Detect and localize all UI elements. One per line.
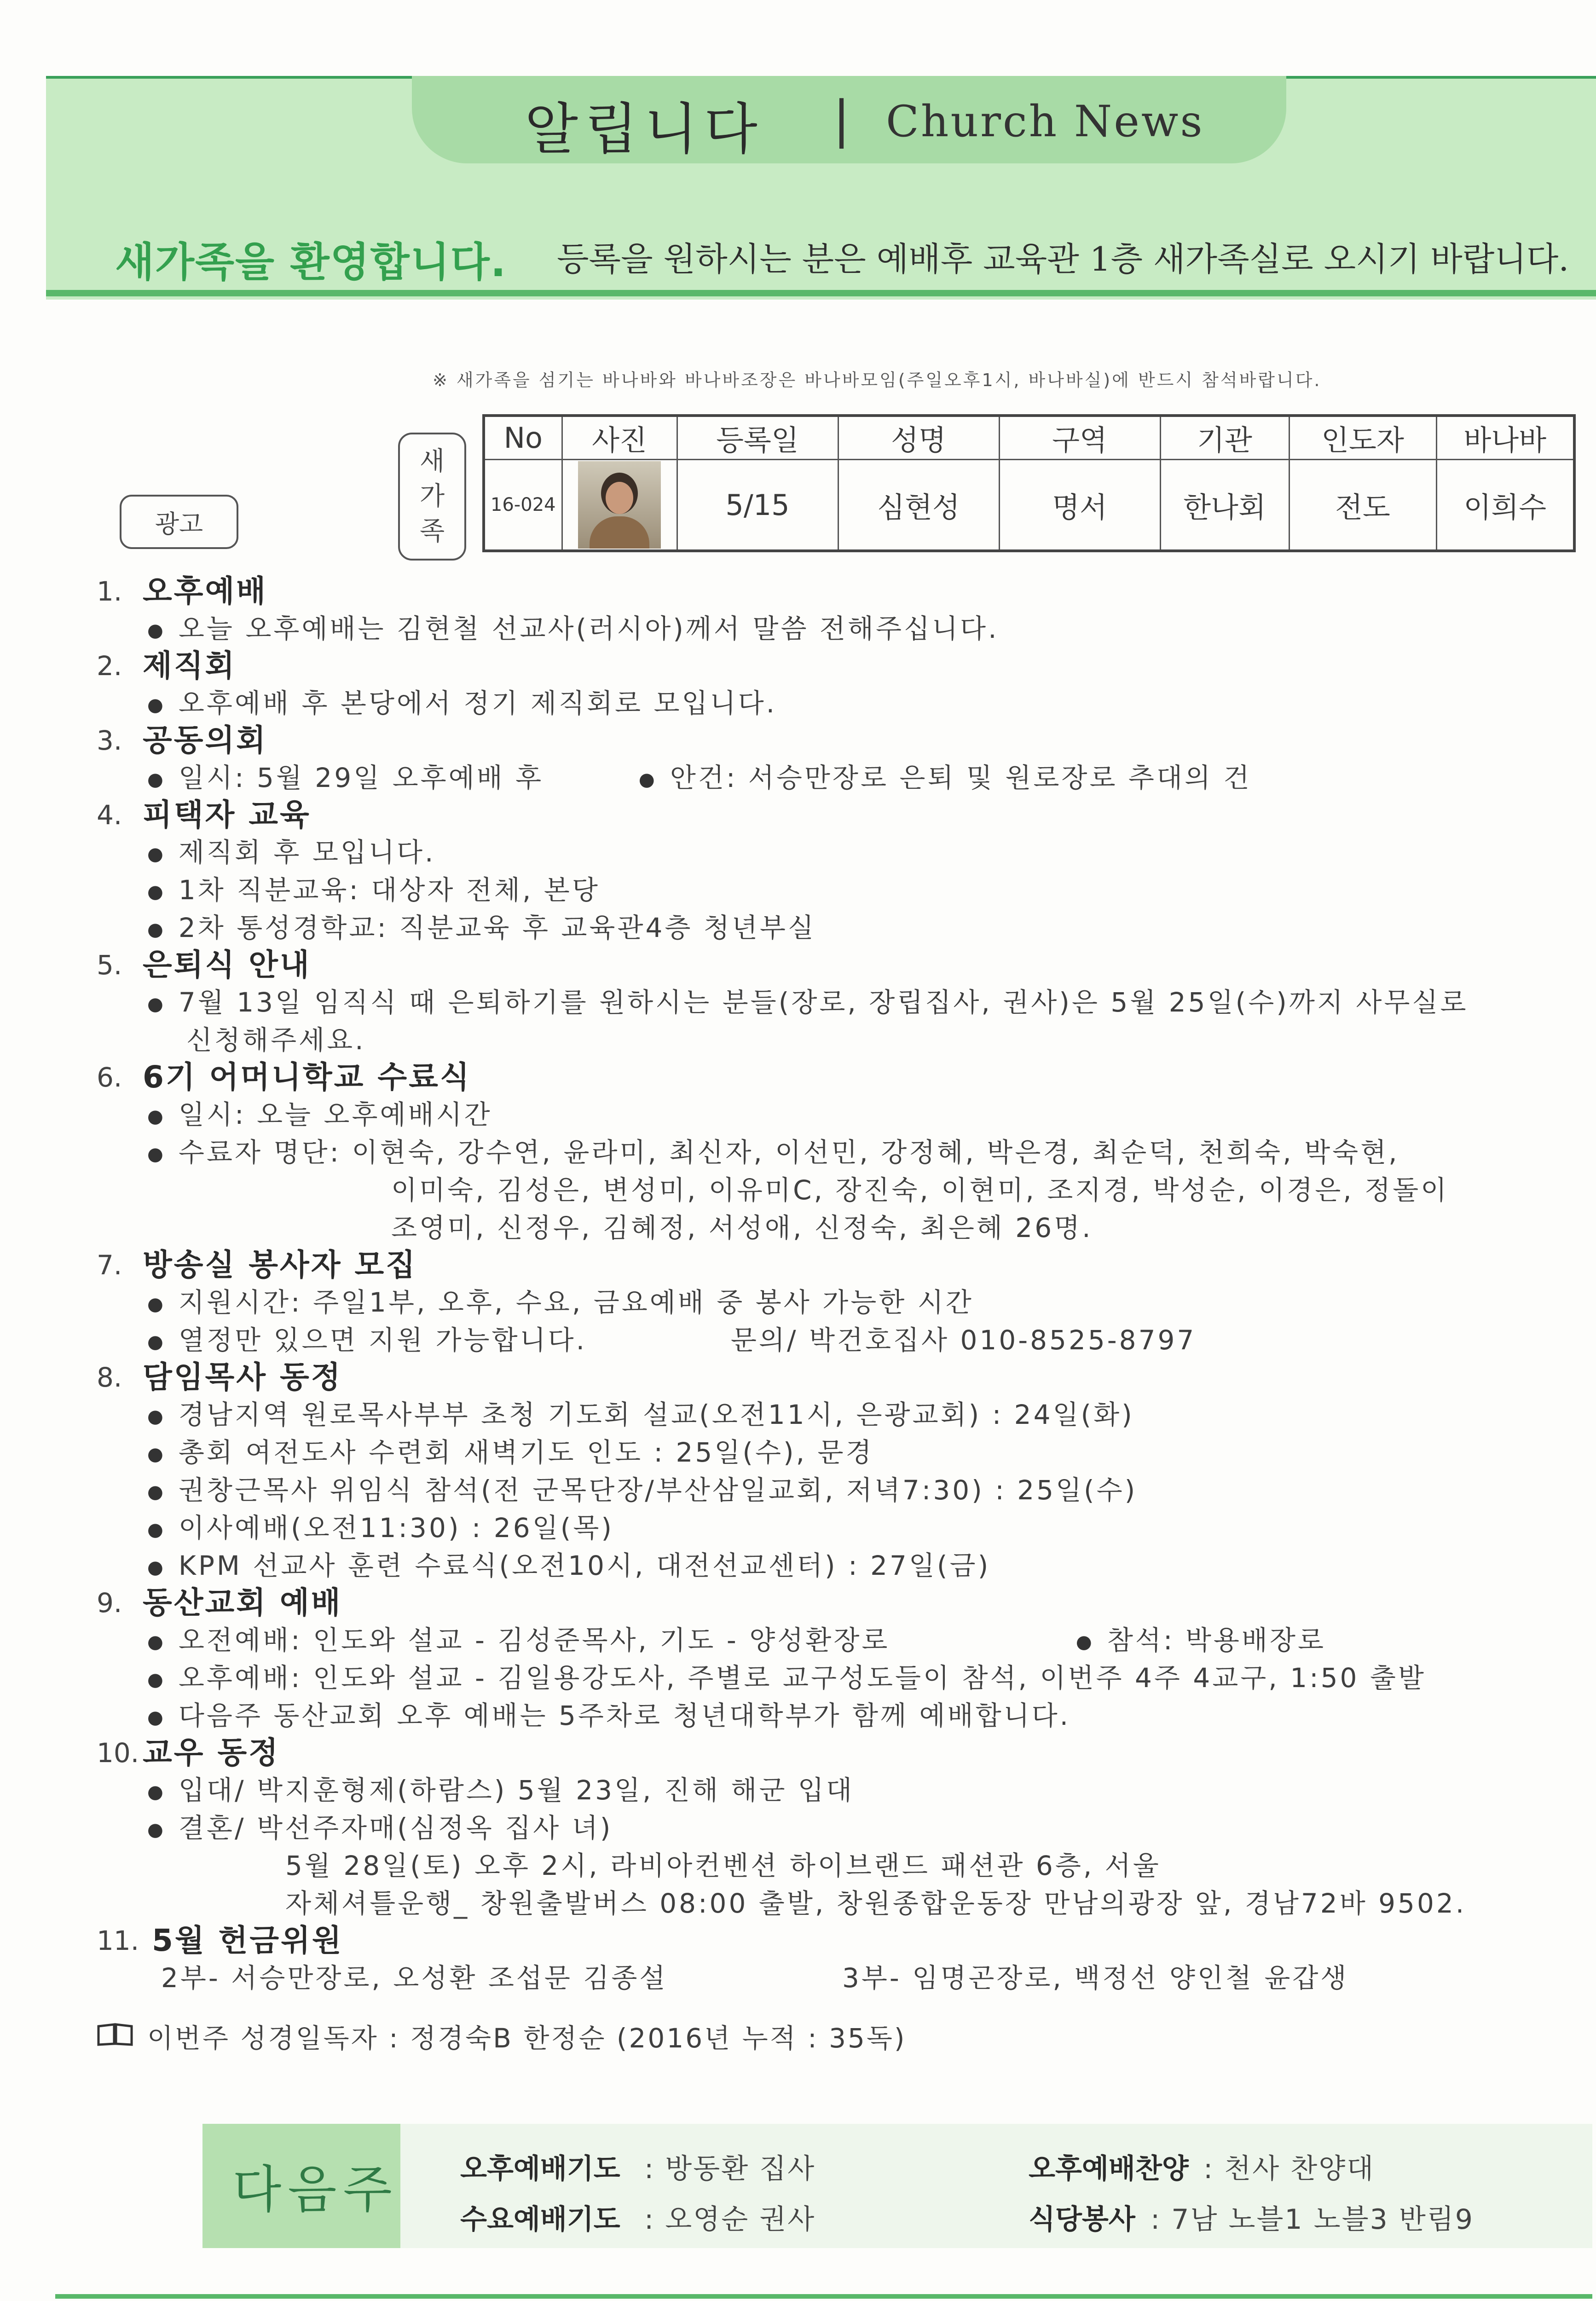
section-line: 오후예배: 인도와 설교 - 김일용강도사, 주별로 교구성도들이 참석, 이번주 4주 4교구, 1:50 출발 xyxy=(178,1662,1426,1694)
title-separator: | xyxy=(833,90,850,149)
section-title: 6기 어머니학교 수료식 xyxy=(143,1059,471,1095)
section-number: 4. xyxy=(97,799,122,831)
column-header: 구역 xyxy=(999,416,1160,460)
next-week-value: : 오영순 권사 xyxy=(644,2203,816,2236)
section-line: KPM 선교사 훈련 수료식(오전10시, 대전선교센터) : 27일(금) xyxy=(178,1550,991,1581)
new-family-label xyxy=(398,433,466,561)
section-title: 담임목사 동정 xyxy=(143,1359,342,1395)
section-title: 은퇴식 안내 xyxy=(143,947,311,983)
section-title: 공동의회 xyxy=(143,723,268,758)
section-number: 1. xyxy=(97,576,122,607)
section-line: 권창근목사 위임식 참석(전 군목단장/부산삼일교회, 저녁7:30) : 25일(수) xyxy=(178,1474,1138,1506)
cell-no: 16-024 xyxy=(484,460,562,551)
contact-line: 문의/ 박건호집사 010-8525-8797 xyxy=(730,1324,1197,1356)
section-line: 참석: 박용배장로 xyxy=(1107,1625,1326,1656)
section-number: 9. xyxy=(97,1587,122,1619)
welcome-text: 등록을 원하시는 분은 예배후 교육관 1층 새가족실로 오시기 바랍니다. xyxy=(557,240,1569,278)
column-header: No xyxy=(484,416,562,460)
cell-photo xyxy=(562,460,677,551)
section-title: 방송실 봉사자 모집 xyxy=(143,1247,417,1283)
section-line: 신청해주세요. xyxy=(186,1024,366,1056)
section-number: 6. xyxy=(97,1062,122,1093)
section-line: 수료자 명단: 이현숙, 강수연, 윤라미, 최신자, 이선민, 강정혜, 박은경, 최순덕, 천희숙, 박숙현, xyxy=(178,1137,1399,1168)
section-number: 5. xyxy=(97,949,122,981)
section-line: 이미숙, 김성은, 변성미, 이유미C, 장진숙, 이현미, 조지경, 박성순, 이경은, 정돌이 xyxy=(391,1174,1449,1206)
page-subtitle: Church News xyxy=(886,97,1204,147)
new-family-label-char: 새 xyxy=(419,446,445,476)
section-number: 2. xyxy=(97,650,122,682)
column-header: 성명 xyxy=(838,416,999,460)
footer-divider xyxy=(55,2294,1592,2299)
section-title: 동산교회 예배 xyxy=(143,1585,342,1620)
new-family-note: ※ 새가족을 섬기는 바나바와 바나바조장은 바나바모임(주일오후1시, 바나바실)에 반드시 참석바랍니다. xyxy=(433,370,1322,390)
cell-district: 명서 xyxy=(999,460,1160,551)
column-header: 바나바 xyxy=(1436,416,1574,460)
header-divider xyxy=(46,290,1596,296)
portrait-photo xyxy=(578,461,661,549)
next-week-label: 다음주 xyxy=(232,2160,399,2219)
new-family-label-char: 족 xyxy=(419,516,445,546)
welcome-heading: 새가족을 환영합니다. xyxy=(115,238,507,286)
next-week-key: 식당봉사 xyxy=(1029,2203,1135,2236)
section-title: 오후예배 xyxy=(143,573,268,609)
section-line: 2차 통성경학교: 직분교육 후 교육관4층 청년부실 xyxy=(178,912,816,943)
cell-org: 한나회 xyxy=(1160,460,1289,551)
section-line: 지원시간: 주일1부, 오후, 수요, 금요예배 중 봉사 가능한 시간 xyxy=(178,1287,974,1318)
section-line: 열정만 있으면 지원 가능합니다. xyxy=(178,1324,587,1356)
section-number: 8. xyxy=(97,1362,122,1393)
section-line: 결혼/ 박선주자매(심정옥 집사 녀) xyxy=(178,1812,613,1844)
announcement-6: 6. 6기 어머니학교 수료식 ● 일시: 오늘 오후예배시간 ● 수료자 명단: 이현숙, 강수연, 윤라미, 최신자, 이선민, 강정혜, 박은경, 최순덕, 천희숙, 박숙현, 이미숙, 김성은, 변성미, 이유미C, 장진숙, 이현미, 조지경, 박성순, 이경은, 정돌이 조영미, 신정우, 김혜정, 서성애, 신정숙, 최은혜 26명. xyxy=(97,1059,1449,1243)
announcement-11 xyxy=(97,1922,1592,1997)
section-number: 10. xyxy=(97,1737,139,1769)
section-line: 안건: 서승만장로 은퇴 및 원로장로 추대의 건 xyxy=(670,762,1252,793)
next-week-value: : 천사 찬양대 xyxy=(1203,2153,1375,2185)
section-line: 조영미, 신정우, 김혜정, 서성애, 신정숙, 최은혜 26명. xyxy=(391,1212,1093,1243)
section-line: 오늘 오후예배는 김현철 선교사(러시아)께서 말씀 전해주십니다. xyxy=(178,613,999,644)
announcement-4: 4. 피택자 교육 ● 제직회 후 모입니다. ● 1차 직분교육: 대상자 전체, 본당 ● 2차 통성경학교: 직분교육 후 교육관4층 청년부실 xyxy=(97,797,816,943)
section-line: 3부- 임명곤장로, 백정선 양인철 윤갑생 xyxy=(842,1962,1349,1994)
open-book-icon xyxy=(97,2023,133,2047)
section-title: 교우 동정 xyxy=(143,1735,280,1770)
section-line: 오후예배 후 본당에서 정기 제직회로 모입니다. xyxy=(178,688,777,719)
section-line: 오전예배: 인도와 설교 - 김성준목사, 기도 - 양성환장로 xyxy=(178,1625,890,1656)
table-row xyxy=(484,460,1574,551)
cell-barnabas: 이희수 xyxy=(1436,460,1574,551)
announcement-8: 8. 담임목사 동정 ● 경남지역 원로목사부부 초청 기도회 설교(오전11시, 은광교회) : 24일(화) ● 총회 여전도사 수련회 새벽기도 인도 : 25일(수), 문경 ● 권창근목사 위임식 참석(전 군목단장/부산삼일교회, 저녁7:30) : 25일(수) ● 이사예배(오전11:30) : 26일(목) ● KPM 선교사 훈련 수료식(오전10시, 대전선교센터) : 27일(금) xyxy=(97,1359,1138,1581)
next-week-key: 수요예배기도 xyxy=(460,2203,620,2236)
section-line: 일시: 5월 29일 오후예배 후 xyxy=(178,762,544,793)
column-header: 기관 xyxy=(1160,416,1289,460)
ad-label: 광고 xyxy=(120,495,238,549)
announcement-1: 1. 오후예배 ● 오늘 오후예배는 김현철 선교사(러시아)께서 말씀 전해주십니다. xyxy=(97,573,999,644)
section-line: 2부- 서승만장로, 오성환 조섭문 김종설 xyxy=(161,1962,668,1994)
table-header-row xyxy=(484,416,1574,460)
next-week-key: 오후예배찬양 xyxy=(1029,2153,1189,2185)
new-family-label-char: 가 xyxy=(419,481,445,511)
section-line: 다음주 동산교회 오후 예배는 5주차로 청년대학부가 함께 예배합니다. xyxy=(178,1700,1071,1731)
announcement-10: 10. 교우 동정 ● 입대/ 박지훈형제(하람스) 5월 23일, 진해 해군 입대 ● 결혼/ 박선주자매(심정옥 집사 녀) 5월 28일(토) 오후 2시, 라비아컨벤션 하이브랜드 패션관 6층, 서울 자체셔틀운행_ 창원출발버스 08:00 출발, 창원종합운동장 만남의광장 앞, 경남72바 9502. xyxy=(97,1735,1467,1919)
section-title: 피택자 교육 xyxy=(143,797,311,833)
section-number: 11. xyxy=(97,1925,139,1956)
cell-guide: 전도 xyxy=(1289,460,1436,551)
section-number: 3. xyxy=(97,725,122,756)
page-title: 알립니다 xyxy=(525,98,764,162)
next-week-value: : 7남 노블1 노블3 반림9 xyxy=(1151,2203,1474,2236)
section-line: 5월 28일(토) 오후 2시, 라비아컨벤션 하이브랜드 패션관 6층, 서울 xyxy=(285,1850,1161,1881)
section-line: 자체셔틀운행_ 창원출발버스 08:00 출발, 창원종합운동장 만남의광장 앞, 경남72바 9502. xyxy=(285,1888,1467,1919)
cell-name: 심현성 xyxy=(838,460,999,551)
announcement-2: 2. 제직회 ● 오후예배 후 본당에서 정기 제직회로 모입니다. xyxy=(97,648,777,719)
next-week-value: : 방동환 집사 xyxy=(644,2153,816,2185)
new-family-table xyxy=(482,414,1576,552)
announcement-3: 3. 공동의회 ● 일시: 5월 29일 오후예배 후 ● 안건: 서승만장로 은퇴 및 원로장로 추대의 건 xyxy=(97,722,1592,797)
section-line: 제직회 후 모입니다. xyxy=(178,837,436,868)
section-line: 이사예배(오전11:30) : 26일(목) xyxy=(178,1512,614,1544)
next-week-key: 오후예배기도 xyxy=(460,2153,620,2185)
announcement-7: 7. 방송실 봉사자 모집 ● 지원시간: 주일1부, 오후, 수요, 금요예배 중 봉사 가능한 시간 ● 열정만 있으면 지원 가능합니다. 문의/ 박건호집사 010-8525-8797 xyxy=(97,1247,1592,1359)
column-header: 등록일 xyxy=(677,416,838,460)
announcement-9: 9. 동산교회 예배 ● 오전예배: 인도와 설교 - 김성준목사, 기도 - 양성환장로 ● 참석: 박용배장로 ● 오후예배: 인도와 설교 - 김일용강도사, 주별로 교구성도들이 참석, 이번주 4주 4교구, 1:50 출발 ● 다음주 동산교회 오후 예배는 5주차로 청년대학부가 함께 예배합니다. xyxy=(97,1585,1426,1731)
section-line: 입대/ 박지훈형제(하람스) 5월 23일, 진해 해군 입대 xyxy=(178,1775,854,1806)
section-line: 총회 여전도사 수련회 새벽기도 인도 : 25일(수), 문경 xyxy=(178,1437,874,1468)
section-line: 7월 13일 임직식 때 은퇴하기를 원하시는 분들(장로, 장립집사, 권사)은 5월 25일(수)까지 사무실로 xyxy=(178,987,1469,1018)
section-line: 일시: 오늘 오후예배시간 xyxy=(178,1099,492,1130)
announcement-list xyxy=(97,573,1592,1997)
cell-date: 5/15 xyxy=(677,460,838,551)
section-line: 경남지역 원로목사부부 초청 기도회 설교(오전11시, 은광교회) : 24일(화) xyxy=(178,1399,1134,1430)
section-title: 제직회 xyxy=(143,648,237,683)
column-header: 사진 xyxy=(562,416,677,460)
section-line: 1차 직분교육: 대상자 전체, 본당 xyxy=(178,874,600,906)
column-header: 인도자 xyxy=(1289,416,1436,460)
section-number: 7. xyxy=(97,1249,122,1281)
bible-reading-line: 이번주 성경일독자 : 정경숙B 한정순 (2016년 누적 : 35독) xyxy=(147,2023,907,2054)
announcement-5: 5. 은퇴식 안내 ● 7월 13일 임직식 때 은퇴하기를 원하시는 분들(장로, 장립집사, 권사)은 5월 25일(수)까지 사무실로 신청해주세요. xyxy=(97,947,1469,1056)
section-title: 5월 헌금위원 xyxy=(152,1923,343,1958)
